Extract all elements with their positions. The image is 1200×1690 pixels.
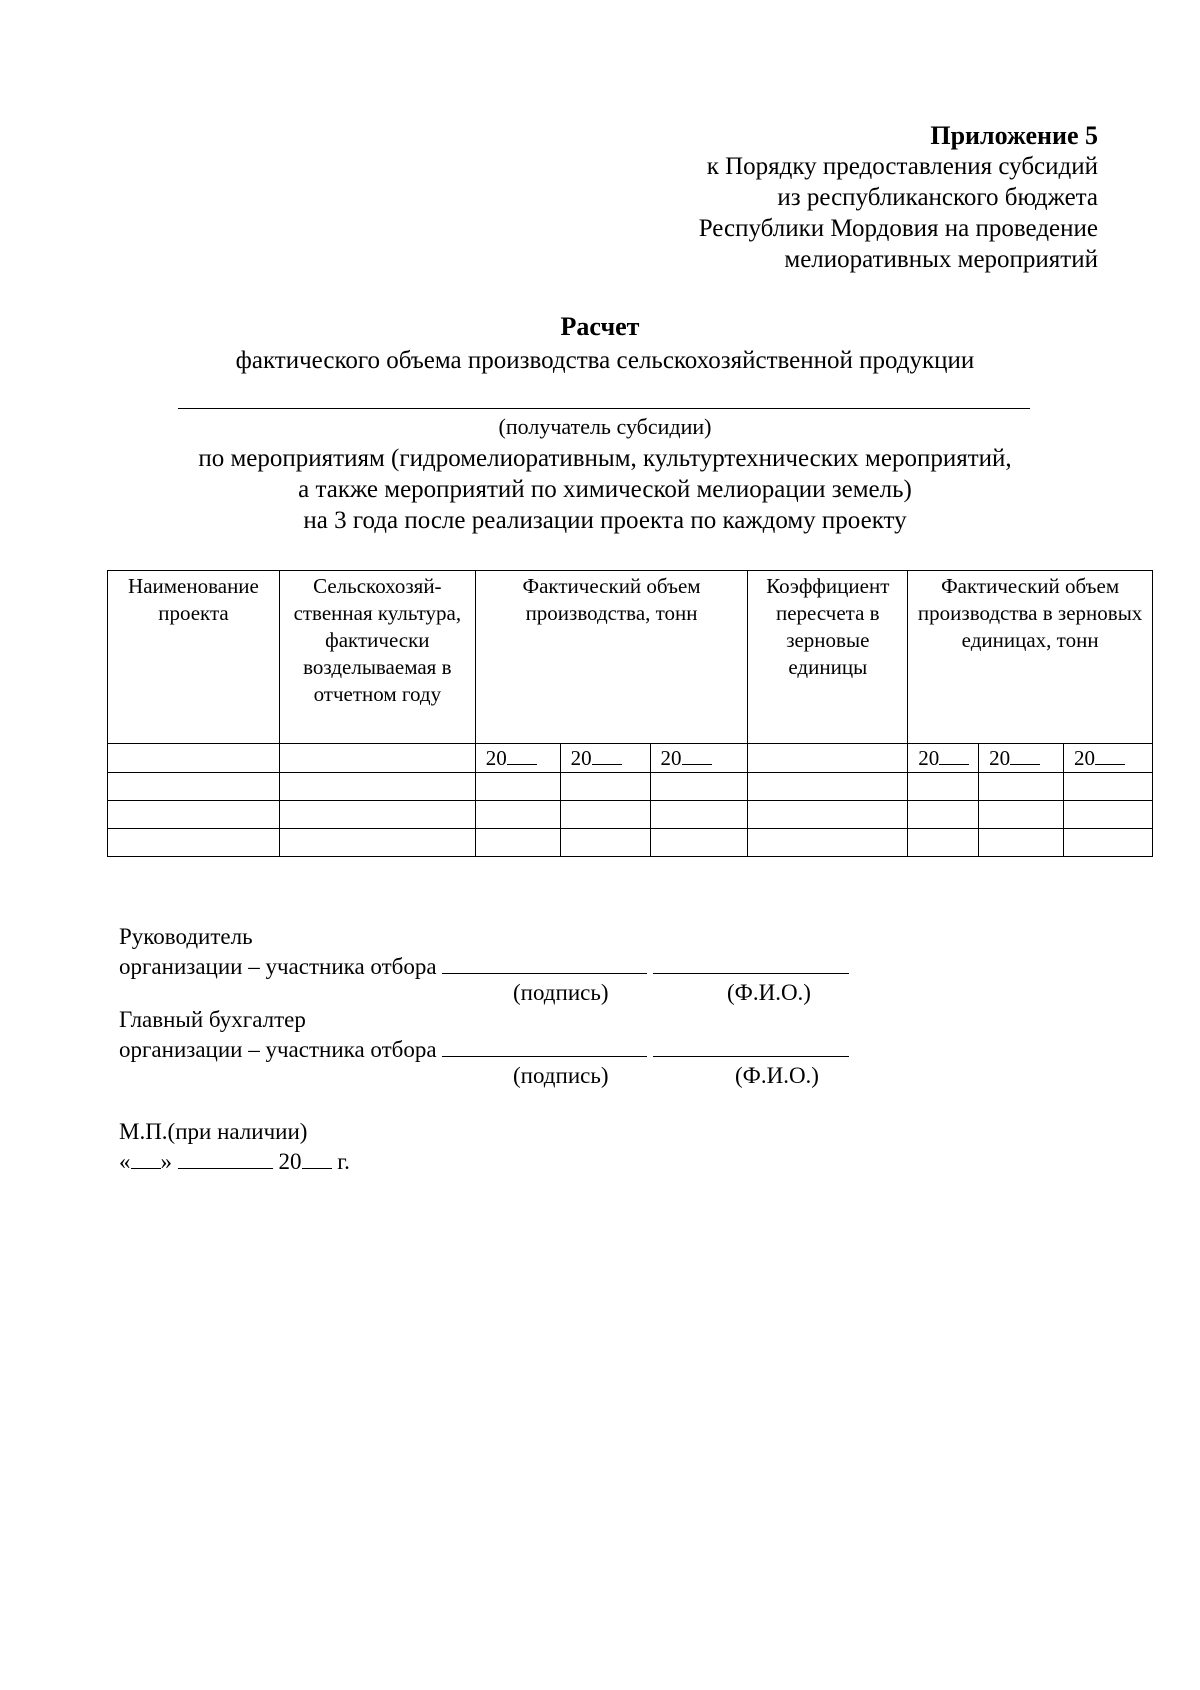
table-cell[interactable] [279, 801, 475, 829]
table-cell[interactable] [1064, 773, 1153, 801]
document-title: Расчет [560, 312, 640, 341]
accountant-title: Главный бухгалтер [119, 1007, 306, 1032]
table-header-row [108, 571, 1153, 744]
appendix-header [699, 120, 1098, 275]
table-cell[interactable] [560, 773, 650, 801]
header-actual-volume: Фактический объем производства, тонн [475, 571, 748, 744]
head-signature-block [119, 922, 849, 981]
table-cell[interactable] [108, 773, 280, 801]
recipient-caption: (получатель субсидии) [498, 414, 712, 439]
table-row [108, 829, 1153, 857]
appendix-title: Приложение 5 [930, 121, 1098, 150]
table-cell[interactable] [1064, 829, 1153, 857]
table-cell[interactable] [108, 744, 280, 773]
year-cell[interactable]: 20 [475, 744, 560, 773]
table-cell[interactable] [475, 801, 560, 829]
head-signature-line[interactable] [442, 951, 647, 974]
table-cell[interactable] [979, 773, 1064, 801]
table-cell[interactable] [1064, 801, 1153, 829]
date-line: « » 20 г. [119, 1146, 350, 1176]
accountant-signature-caption: (подпись) [513, 1063, 609, 1088]
year-suffix: г. [337, 1149, 350, 1174]
header-grain-units-volume: Фактический объем производства в зерновых единицах, тонн [908, 571, 1153, 744]
appendix-line: мелиоративных мероприятий [784, 246, 1098, 273]
appendix-line: к Порядку предоставления субсидий [706, 153, 1098, 180]
table-cell[interactable] [748, 744, 908, 773]
table-row [108, 773, 1153, 801]
accountant-organization: организации – участника отбора [119, 1034, 849, 1064]
table-cell[interactable] [979, 801, 1064, 829]
document-subtitle: фактического объема производства сельскохозяйственной продукции [235, 347, 975, 374]
table-cell[interactable] [979, 829, 1064, 857]
header-conversion-coefficient: Коэффициент пересчета в зерновые единицы [748, 571, 908, 744]
accountant-name-caption: (Ф.И.О.) [735, 1063, 819, 1088]
description-line: на 3 года после реализации проекта по каждому проекту [303, 507, 907, 534]
table-cell[interactable] [475, 773, 560, 801]
head-name-caption: (Ф.И.О.) [727, 980, 811, 1005]
accountant-name-line[interactable] [653, 1034, 849, 1057]
table-cell[interactable] [279, 829, 475, 857]
year-cell[interactable]: 20 [650, 744, 748, 773]
day-field[interactable] [131, 1146, 161, 1169]
table-cell[interactable] [560, 829, 650, 857]
table-cell[interactable] [279, 744, 475, 773]
year-cell[interactable]: 20 [979, 744, 1064, 773]
table-cell[interactable] [650, 829, 748, 857]
head-name-line[interactable] [653, 951, 849, 974]
table-cell[interactable] [650, 773, 748, 801]
head-organization: организации – участника отбора [119, 951, 849, 981]
recipient-fill-line[interactable] [178, 408, 1030, 409]
table-cell[interactable] [475, 829, 560, 857]
year-cell[interactable]: 20 [560, 744, 650, 773]
table-row [108, 801, 1153, 829]
table-cell[interactable] [108, 801, 280, 829]
calculation-table [107, 570, 1153, 857]
document-description [0, 443, 1200, 536]
appendix-line: Республики Мордовия на проведение [698, 215, 1098, 242]
year-cell[interactable]: 20 [1064, 744, 1153, 773]
header-project-name: Наименование проекта [108, 571, 280, 744]
month-field[interactable] [178, 1146, 273, 1169]
table-cell[interactable] [748, 801, 908, 829]
accountant-signature-line[interactable] [442, 1034, 647, 1057]
head-signature-caption: (подпись) [513, 980, 609, 1005]
table-cell[interactable] [279, 773, 475, 801]
table-cell[interactable] [108, 829, 280, 857]
year-field[interactable] [302, 1146, 332, 1169]
description-line: по мероприятиям (гидромелиоративным, культуртехнических мероприятий, [198, 445, 1012, 472]
table-cell[interactable] [560, 801, 650, 829]
table-cell[interactable] [908, 801, 979, 829]
table-cell[interactable] [908, 773, 979, 801]
description-line: а также мероприятий по химической мелиорации земель) [298, 476, 912, 503]
table-cell[interactable] [908, 829, 979, 857]
table-year-row [108, 744, 1153, 773]
header-crop: Сельскохозяй-ственная культура, фактически возделываемая в отчетном году [279, 571, 475, 744]
appendix-line: из республиканского бюджета [777, 184, 1098, 211]
head-title: Руководитель [119, 924, 253, 949]
table-cell[interactable] [748, 773, 908, 801]
stamp-date-block [119, 1117, 350, 1176]
year-cell[interactable]: 20 [908, 744, 979, 773]
stamp-label: М.П.(при наличии) [119, 1119, 308, 1144]
accountant-signature-block [119, 1005, 849, 1064]
table-cell[interactable] [748, 829, 908, 857]
table-cell[interactable] [650, 801, 748, 829]
